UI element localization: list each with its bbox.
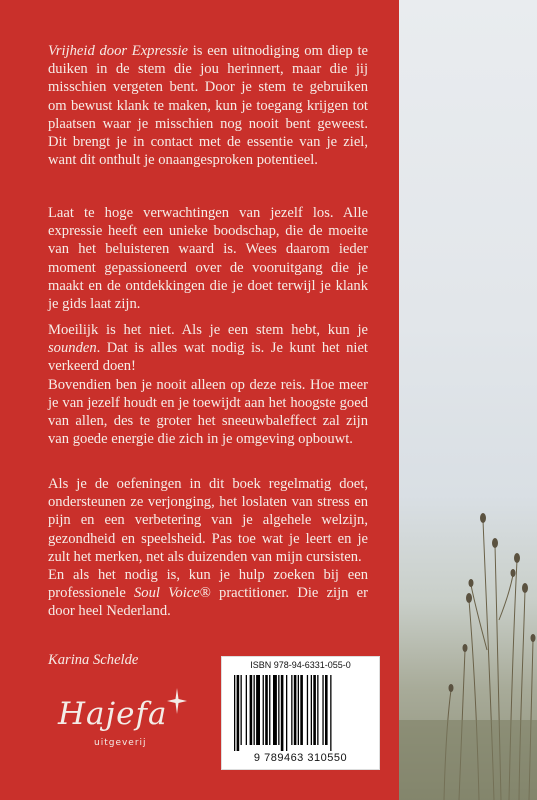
barcode-bar	[325, 675, 328, 745]
barcode-bar	[237, 675, 240, 751]
blurb-text: Als je de oefeningen in dit boek regelmatig doet, ondersteunen ze verjonging, het loslaten van stress en pijn en een verbetering van je algehele welzijn, gezondheid en speelsheid. Pas toe wat je leert en je zult het merken, net als duizenden van mijn cursisten.	[48, 476, 368, 565]
barcode-bar	[281, 675, 284, 751]
barcode-bar	[330, 675, 331, 751]
barcode-bar	[241, 675, 242, 745]
grass-illustration	[399, 0, 537, 800]
publisher-name: Hajefa	[58, 696, 168, 732]
barcode-bar	[322, 675, 323, 745]
barcode-bar	[278, 675, 279, 745]
blurb-text: ® practitioner. Die zijn er door heel Nederland.	[48, 585, 368, 620]
barcode-bar	[234, 675, 235, 751]
barcode-bar	[273, 675, 277, 745]
barcode-bar	[246, 675, 247, 745]
blurb-text: . Dat is alles wat nodig is. Je kunt het niet verkeerd doen!	[48, 340, 368, 375]
blurb-paragraph-4	[48, 475, 368, 621]
barcode-bar	[307, 675, 308, 745]
author-signature: Karina Schelde	[48, 652, 139, 668]
star-icon	[167, 688, 187, 714]
barcode-bar	[317, 675, 318, 745]
barcode-bar	[250, 675, 253, 745]
emphasis-sounden: sounden	[48, 340, 97, 357]
isbn-label: ISBN 978-94-6331-055-0	[250, 660, 351, 670]
blurb-text: En als het nodig is, kun je hulp zoeken bij een professionele	[48, 567, 368, 602]
barcode-bar	[256, 675, 260, 745]
blurb-paragraph-3	[48, 321, 368, 448]
barcode-bar	[269, 675, 270, 745]
landscape-photo	[399, 0, 537, 800]
barcode-icon	[232, 675, 369, 751]
blurb-paragraph-2	[48, 204, 368, 313]
barcode-bar	[294, 675, 297, 745]
blurb-text: Laat te hoge verwachtingen van jezelf los. Alle expressie heeft een unieke boodschap, die de moeite van het beluisteren waard is. Wees daarom ieder moment gepassioneerd over de vooruitgang die je maakt en de ontdekkingen die je doet terwijl je klank je gids laat zijn.	[48, 205, 368, 313]
book-title: Vrijheid door Expressie	[48, 43, 188, 59]
isbn-barcode	[221, 656, 380, 770]
barcode-bar	[286, 675, 287, 751]
publisher-logo	[58, 688, 198, 758]
barcode-bar	[265, 675, 268, 745]
blurb-text: Bovendien ben je nooit alleen op deze reis. Hoe meer je van jezelf houdt en je toewijdt aan het hoogste goed van allen, des te groter het sneeuwbaleffect zal zijn van goede energie die zich in je omgeving opbouwt.	[48, 376, 368, 448]
barcode-bar	[263, 675, 264, 745]
blurb-text: Moeilijk is het niet. Als je een stem hebt, kun je	[48, 322, 368, 338]
emphasis-soul-voice: Soul Voice	[134, 585, 200, 602]
barcode-bar	[291, 675, 292, 745]
isbn-digits: 9 789463 310550	[253, 752, 348, 764]
blurb-paragraph-1	[48, 42, 368, 169]
barcode-bar	[298, 675, 299, 745]
barcode-bar	[254, 675, 255, 745]
barcode-bar	[300, 675, 303, 745]
barcode-bar	[313, 675, 316, 745]
publisher-subtitle: uitgeverij	[94, 738, 147, 748]
barcode-bar	[311, 675, 312, 745]
blurb-text: is een uitnodiging om diep te duiken in de stem die jou herinnert, maar die jij misschien vergeten bent. Door je stem te gebruiken om bewust klank te maken, kun je toegang krijgen tot plaatsen waar je misschien nog nooit bent geweest. Dit brengt je in contact met de essentie van je ziel, want dit onthult je onaangesproken potentieel.	[48, 43, 368, 169]
